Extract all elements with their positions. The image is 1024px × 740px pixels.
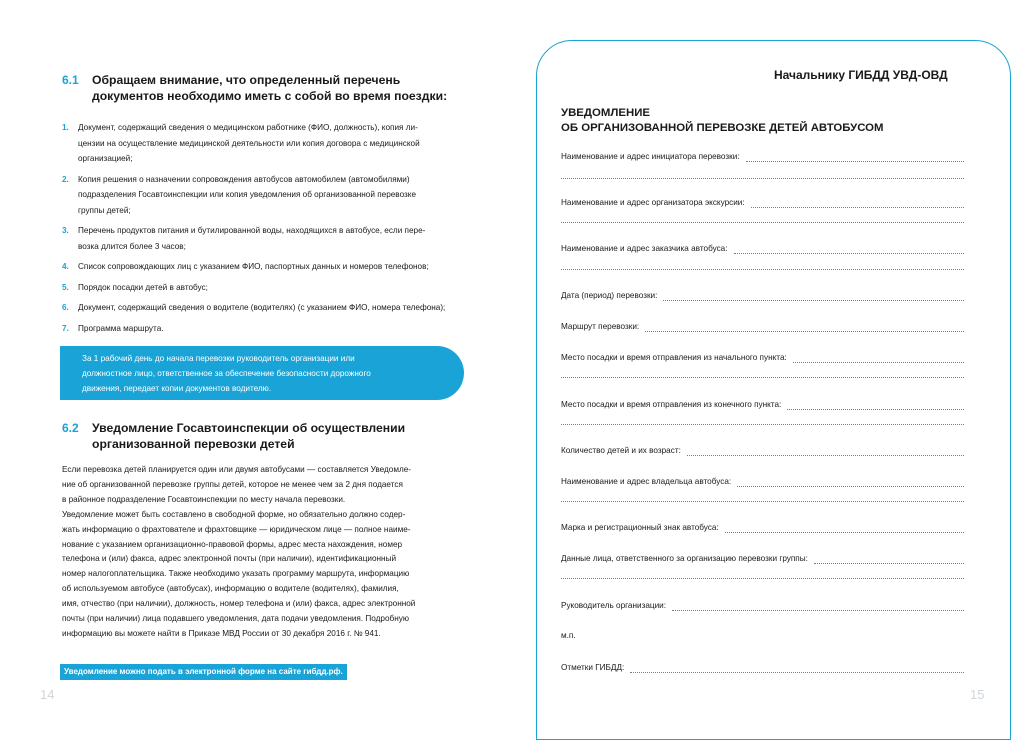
list-number: 2. (62, 174, 69, 184)
page-number: 15 (970, 687, 985, 702)
field-initiator (561, 151, 964, 162)
list-item (62, 259, 462, 275)
fill-line (630, 663, 964, 673)
list-text: возка длится более 3 часов; (78, 241, 186, 251)
list-number: 3. (62, 226, 69, 235)
section-number: 6.1 (62, 73, 79, 87)
list-number: 6. (62, 303, 69, 312)
body-line: телефона и (или) факса, адрес электронной почты (при наличии), идентификационный (62, 554, 397, 564)
list-item (62, 223, 462, 254)
form-frame (536, 40, 1011, 740)
section-title-line: организованной перевозки детей (92, 437, 295, 451)
fill-line (663, 291, 964, 301)
fill-line (751, 198, 964, 208)
list-item (62, 120, 462, 167)
field-label: Данные лица, ответственного за организацию перевозки группы: (561, 554, 808, 563)
list-text: Программа маршрута. (78, 323, 164, 333)
field-label: Марка и регистрационный знак автобуса: (561, 523, 719, 532)
list-item (62, 280, 462, 296)
field-excursion-organizer (561, 197, 964, 208)
field-bus-owner (561, 476, 964, 487)
fill-line (561, 424, 964, 425)
list-text: группы детей; (78, 205, 131, 215)
form-title-line: УВЕДОМЛЕНИЕ (561, 107, 650, 119)
fill-line (737, 477, 964, 487)
body-line: нование с указанием организационно-правовой формы, адрес места нахождения, номер (62, 539, 403, 549)
field-label: Наименование и адрес владельца автобуса: (561, 477, 732, 486)
field-label: Руководитель организации: (561, 601, 667, 610)
field-label: Наименование и адрес организатора экскурсии: (561, 198, 745, 207)
section-6-2-heading (62, 420, 462, 452)
info-callout (60, 346, 464, 400)
list-text: Список сопровождающих лиц с указанием ФИО, паспортных данных и номеров телефонов; (78, 262, 429, 271)
list-text: Перечень продуктов питания и бутилированной воды, находящихся в автобусе, если пере- (78, 226, 426, 235)
section-title (92, 420, 462, 452)
field-label: Дата (период) перевозки: (561, 291, 658, 300)
fill-line (725, 523, 964, 533)
list-text: Документ, содержащий сведения о медицинском работнике (ФИО, должность), копия ли- (78, 123, 418, 132)
right-page (512, 0, 1024, 724)
field-traffic-police-marks (561, 662, 964, 673)
form-addressee: Начальнику ГИБДД УВД-ОВД (774, 68, 948, 82)
fill-line (561, 578, 964, 579)
field-head-of-organization (561, 600, 964, 611)
section-title-line: Обращаем внимание, что определенный перечень (92, 73, 401, 87)
field-label: Наименование и адрес инициатора перевозки: (561, 152, 740, 161)
field-label: Место посадки и время отправления из конечного пункта: (561, 400, 782, 409)
field-bus-customer (561, 243, 964, 254)
list-number: 5. (62, 282, 69, 292)
online-submission-note: Уведомление можно подать в электронной форме на сайте гибдд.рф. (60, 664, 347, 680)
fill-line (746, 152, 964, 162)
callout-line: За 1 рабочий день до начала перевозки руководитель организации или (82, 354, 355, 363)
stamp-place-label: м.п. (561, 631, 576, 640)
body-line: об используемом автобусе (автобусах), информацию о водителе (водителях), фамилия, (62, 584, 399, 594)
section-title (92, 72, 462, 104)
list-text: подразделения Госавтоинспекции или копия уведомления об организованной перевозке (78, 190, 417, 199)
field-date (561, 290, 964, 301)
list-number: 4. (62, 262, 69, 271)
list-item (62, 321, 462, 337)
field-label: Количество детей и их возраст: (561, 446, 681, 455)
body-line: в районное подразделение Госавтоинспекции по месту начала перевозки. (62, 494, 346, 504)
field-bus-plate (561, 522, 964, 533)
fill-line (561, 269, 964, 270)
fill-line (734, 244, 965, 254)
fill-line (672, 601, 964, 611)
body-line: Уведомление может быть составлено в свободной форме, но обязательно должно содер- (62, 509, 406, 519)
list-text: организацией; (78, 154, 133, 163)
fill-line (561, 501, 964, 502)
fill-line (787, 400, 964, 410)
fill-line (645, 322, 964, 332)
page-number: 14 (40, 687, 55, 702)
fill-line (793, 353, 964, 363)
list-text: Копия решения о назначении сопровождения автобусов автомобилем (автомобилями) (78, 174, 410, 184)
list-number: 1. (62, 123, 69, 132)
section-title-line: документов необходимо иметь с собой во время поездки: (92, 89, 448, 103)
section-title-line: Уведомление Госавтоинспекции об осуществлении (92, 421, 406, 435)
field-label: Отметки ГИБДД: (561, 663, 625, 672)
fill-line (687, 446, 964, 456)
callout-line: должностное лицо, ответственное за обеспечение безопасности дорожного (82, 369, 371, 378)
section-number: 6.2 (62, 421, 79, 435)
body-line: номер налогоплательщика. Также необходимо указать программу маршрута, информацию (62, 569, 410, 579)
fill-line (561, 377, 964, 378)
list-item (62, 172, 462, 219)
list-number: 7. (62, 323, 69, 333)
field-label: Маршрут перевозки: (561, 322, 640, 331)
list-text: Порядок посадки детей в автобус; (78, 282, 208, 292)
callout-line: движения, передает копии документов водителю. (82, 384, 272, 393)
notification-description (62, 463, 462, 642)
field-departure-end (561, 399, 964, 410)
form-title-line: ОБ ОРГАНИЗОВАННОЙ ПЕРЕВОЗКЕ ДЕТЕЙ АВТОБУСОМ (561, 122, 884, 134)
field-departure-start (561, 352, 964, 363)
body-line: имя, отчество (при наличии), должность, номер телефона и (или) факса, адрес электронной (62, 599, 416, 609)
body-line: ние об организованной перевозке группы детей, которое не менее чем за 2 дня подается (62, 479, 403, 489)
fill-line (561, 222, 964, 223)
fill-line (561, 178, 964, 179)
field-route (561, 321, 964, 332)
fill-line (814, 554, 964, 564)
field-label: Место посадки и время отправления из начального пункта: (561, 353, 787, 362)
left-page (0, 0, 512, 724)
body-line: Если перевозка детей планируется один или двумя автобусами — составляется Уведомле- (62, 465, 412, 474)
body-line: информацию вы можете найти в Приказе МВД России от 30 декабря 2016 г. № 941. (62, 628, 381, 638)
list-text: Документ, содержащий сведения о водителе (водителях) (с указанием ФИО, номера телефона); (78, 303, 446, 312)
field-label: Наименование и адрес заказчика автобуса: (561, 244, 728, 253)
field-responsible-person (561, 553, 964, 564)
field-children (561, 445, 964, 456)
form-title (561, 106, 884, 136)
body-line: почты (при наличии) лица подавшего уведомления, дата подачи уведомления. Подробную (62, 614, 409, 624)
list-item (62, 300, 462, 316)
list-text: цензии на осуществление медицинской деятельности или копия договора с медицинской (78, 138, 420, 148)
section-6-1-heading (62, 72, 462, 104)
body-line: жать информацию о фрахтователе и фрахтовщике — юридическом лице — полное наиме- (62, 524, 411, 534)
required-documents-list (62, 120, 462, 341)
